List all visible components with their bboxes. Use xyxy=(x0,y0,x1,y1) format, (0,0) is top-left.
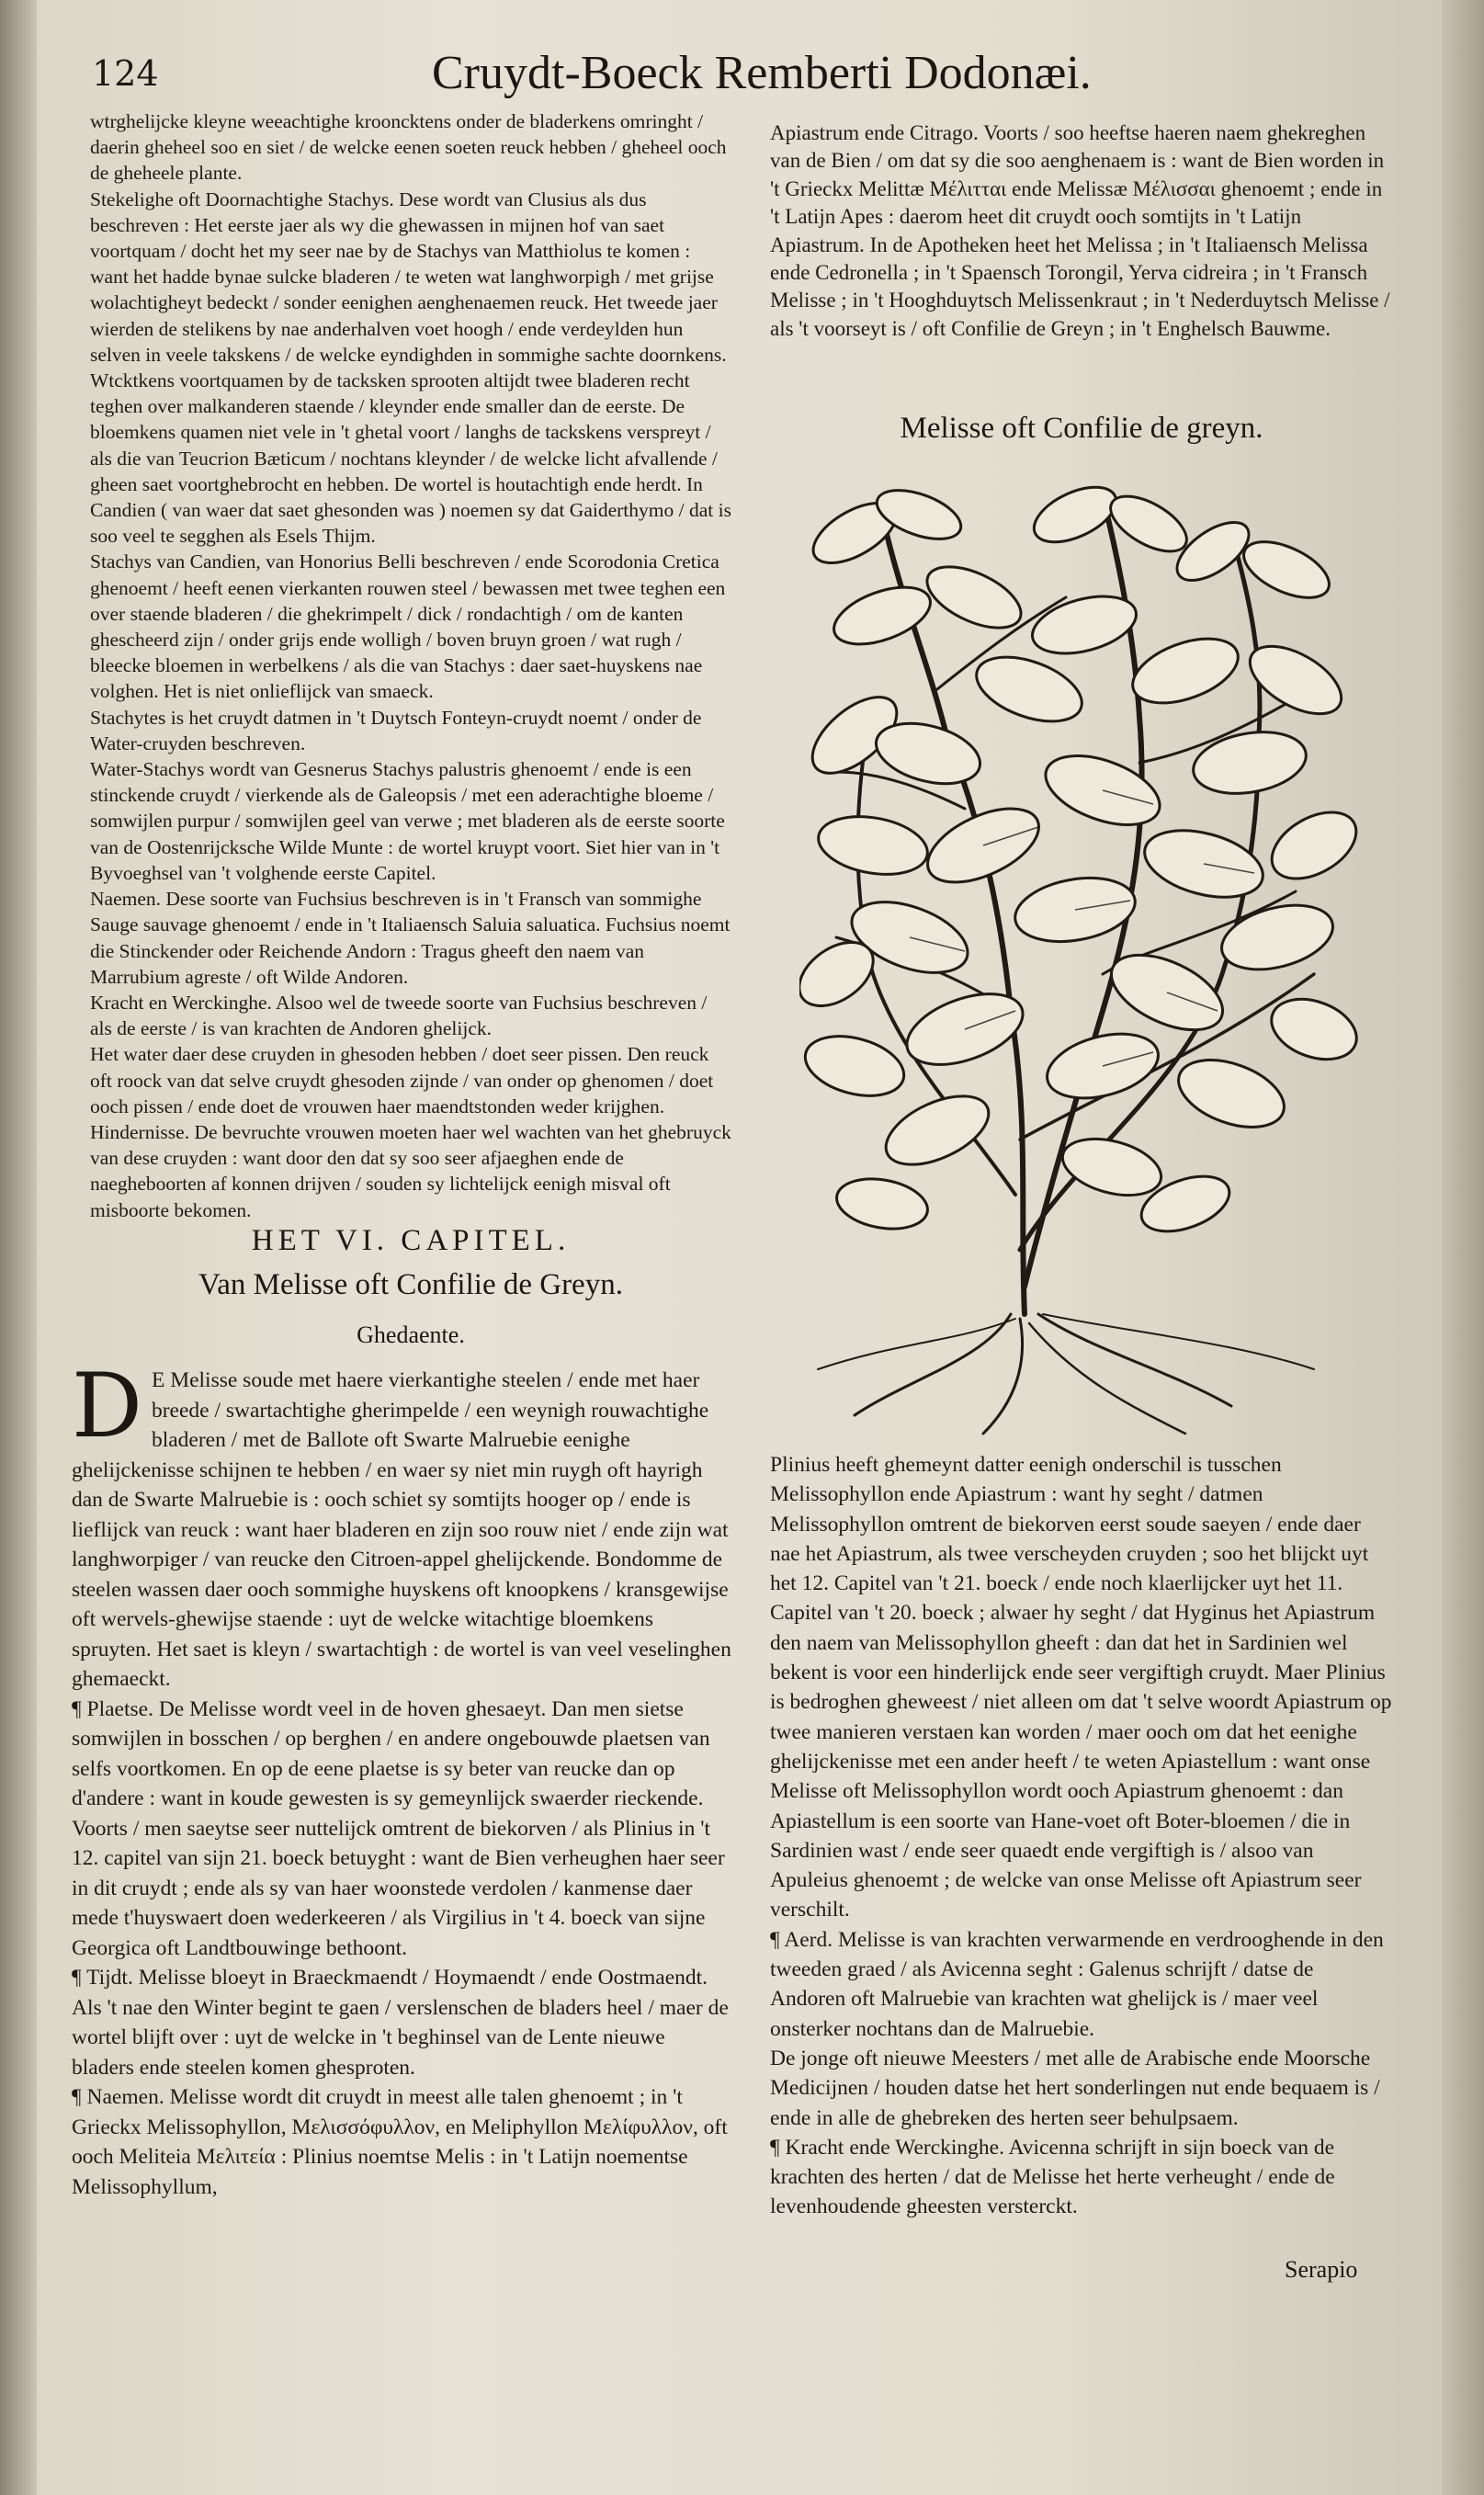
paragraph: ¶ Aerd. Melisse is van krachten verwarmende en verdrooghende in den tweeden graed / als Avicenna seght : Galenus schrijft / datse de Andoren oft Malruebie van krachten wat ghelijck is / maer veel onsterker nochtans dan de Malruebie. xyxy=(770,1927,1384,2041)
paragraph: Plinius heeft ghemeynt datter eenigh onderschil is tusschen Melissophyllon ende Apiastrum : want hy seght / datmen Melissophyllon omtrent de biekorven eerst soude saeyen / ende daer nae het Apiastrum, als twee verscheyden cruyden ; soo het blijckt uyt het 12. Capitel van 't 21. boeck / ende noch klaerlijcker uyt het 11. Capitel van 't 20. boeck ; alwaer hy seght / dat Hyginus het Apiastrum den naem van Melissophyllon gheeft : dan dat het in Sardinien wel bekent is voor een hinderlijck ende seer vergiftigh cruydt. Maer Plinius is bedroghen gheweest / niet alleen om dat 't selve woordt Apiastrum op twee manieren verstaen kan worden / maer ooch om dat het eenighe ghelijckenisse met een ander heeft / te weten Apiastellum : want onse Melisse oft Melissophyllon wordt ooch Apiastrum ghenoemt : dan Apiastellum is een soorte van Hane-voet oft Boter-bloemen / die in Sardinien wast / ende seer quaedt ende vergiftigh is / alsoo van Apuleius ghenoemt ; de welcke van onse Melisse oft Apiastrum seer verschilt. xyxy=(770,1453,1392,1922)
leaf xyxy=(876,1082,999,1178)
paragraph: ¶ Tijdt. Melisse bloeyt in Braeckmaendt / Hoymaendt / ende Oostmaendt. Als 't nae den Winter begint te gaen / verslenschen de bladers heel / maer de wortel blijft over : uyt de welcke in 't beghinsel van de Lente nieuwe bladers ende steelen komen ghesproten. xyxy=(72,1966,729,2080)
page-number: 124 xyxy=(92,53,159,94)
paragraph: Apiastrum ende Citrago. Voorts / soo heeftse haeren naem ghekreghen van de Bien / om dat sy die soo aenghenaem is : want de Bien worden in 't Grieckx Melittæ Μέλιτται ende Melissæ Μέλισσαι ghenoemt ; ende in 't Latijn Apes : daerom heet dit cruydt ooch somtijts in 't Latijn Apiastrum. In de Apotheken heet het Melissa ; in 't Italiaensch Melissa ende Cedronella ; in 't Spaensch Torongil, Yerva cidreira ; in 't Fransch Melisse ; in 't Hooghduytsch Melissenkraut ; in 't Nederduytsch Melisse / als 't voorseyt is / oft Confilie de Greyn ; in 't Enghelsch Bauwme. xyxy=(770,121,1390,340)
leaf xyxy=(1025,476,1124,553)
figure-caption: Melisse oft Confilie de greyn. xyxy=(900,412,1263,445)
leaf xyxy=(918,554,1030,641)
leaf xyxy=(1057,1129,1168,1206)
book-spine-shadow xyxy=(0,0,37,2495)
page-edge-shadow xyxy=(1442,0,1484,2495)
leaf xyxy=(1124,626,1246,715)
leaf xyxy=(814,809,933,882)
leaf xyxy=(1188,724,1310,802)
paragraph-text: E Melisse soude met haere vierkantighe steelen / ende met haer breede / swartachtighe gherimpelde / een weynigh rouwachtighe bladeren / met de Ballote oft Swarte Malruebie eenighe ghelijckenisse schijnen te hebben / en waer sy niet min ruygh oft hayrigh dan de Swarte Malruebie is : ooch schiet sy somtijts hooger op / ende is lieflijck van reuck : want haer bladeren en zijn soo rouw niet / ende zijn wat langhworpiger / van reucke den Citroen-appel ghelijckende. Bondomme de steelen wassen daer ooch sommighe huyskens oft knoopkens / kransgewijse oft wervels-ghewijse staende : uyt de welcke witachtige bloemkens spruyten. Het saet is kleyn / swartachtigh : de wortel is van veel veselinghen ghemaeckt. xyxy=(72,1368,731,1691)
root xyxy=(1038,1314,1231,1406)
paragraph: wtrghelijcke kleyne weeachtighe krooncktens onder de bladerkens omringht / daerin gheheel soo en siet / de welcke eenen soeten reuck hebben / gheheel ooch de gheheele plante. xyxy=(90,110,727,185)
melissa-plant-woodcut xyxy=(799,459,1369,1443)
paragraph: Water-Stachys wordt van Gesnerus Stachys palustris ghenoemt / ende is een stinckende cruydt / vierkende als de Galeopsis / met een aderachtighe bloeme / somwijlen purpur / somwijlen geel van verwe ; met bladeren als de eerste soorte van de Oostenrijcksche Wilde Munte : de wortel kruypt voort. Siet hier van in 't Byvoeghsel van 't volghende eerste Capitel. xyxy=(90,758,725,884)
leaf xyxy=(799,1026,911,1106)
paragraph: ¶ Plaetse. De Melisse wordt veel in de hoven ghesaeyt. Dan men sietse somwijlen in bosschen / op berghen / en andere ongebouwde plaetsen van selfs voortkomen. En op de eene plaetse is sy beter van reucke dan op d'andere : want in koude gewesten is sy gemeynlijck swaerder rieckende. Voorts / men saeytse seer nuttelijck omtrent de biekorven / als Plinius in 't 12. capitel van sijn 21. boeck betuyght : want de Bien verheughen haer seer in dit cruydt ; ende als sy van haer woonstede verdolen / kanmense daer mede t'huyswaert doen wederkeeren / als Virgilius in 't 4. boeck van sijne Georgica oft Landtbouwinge bethoont. xyxy=(72,1696,725,1960)
chapter-number: HET VI. CAPITEL. xyxy=(251,1224,571,1257)
left-column-text xyxy=(90,108,731,1223)
root xyxy=(1029,1323,1185,1434)
chapter-title: Van Melisse oft Confilie de Greyn. xyxy=(198,1268,623,1301)
paragraph: De jonge oft nieuwe Meesters / met alle de Arabische ende Moorsche Medicijnen / houden datse het hert sonderlingen nut ende bequaem is / ende in alle de ghebreken des herten seer behulpsaem. xyxy=(770,2046,1380,2130)
root xyxy=(1043,1314,1314,1369)
first-paragraph xyxy=(72,1355,731,1695)
paragraph: Hindernisse. De bevruchte vrouwen moeten haer wel wachten van het ghebruyck van dese cruyden : want door den dat sy soo seer afjaeghen ende de naegheboorten af konnen drijven / souden sy lichtelijck eenigh misval oft misboorte bekomen. xyxy=(90,1120,731,1221)
root xyxy=(983,1319,1023,1434)
leaf xyxy=(1170,1047,1294,1140)
drop-cap: D xyxy=(72,1355,142,1457)
paragraph: Kracht en Werckinghe. Alsoo wel de tweede soorte van Fuchsius beschreven / als de eerste / is van krachten de Andoren ghelijck. xyxy=(90,991,708,1040)
paragraph: Het water daer dese cruyden in ghesoden hebben / doet seer pissen. Den reuck oft roock van dat selve cruydt ghesoden zijnde / van onder op ghenomen / doet ooch pissen / ende doet de vrouwen haer maendtstonden weder krijghen. xyxy=(90,1043,714,1117)
paragraph: Stachys van Candien, van Honorius Belli beschreven / ende Scorodonia Cretica ghenoemt / heeft eenen vierkanten rouwen steel / bewassen met twee teghen een over staende bladeren / die ghekrimpelt / dick / rondachtigh / om de kanten ghescheerd zijn / onder grijs ende wolligh / boven bruyn groen / wat rugh / bleecke bloemen in werbelkens / als die van Stachys : daer saet-huyskens nae volghen. Het is niet onlieflijck van smaeck. xyxy=(90,550,726,703)
paragraph: ¶ Kracht ende Werckinghe. Avicenna schrijft in sijn boeck van de krachten des herten / dat de Melisse het herte verheught / ende de levenhoudende gheesten versterckt. xyxy=(770,2135,1335,2219)
leaf xyxy=(1261,799,1368,892)
chapter-body-text xyxy=(72,1355,731,2202)
leaf xyxy=(833,1173,932,1236)
leaf xyxy=(1236,530,1338,609)
right-column-bottom-text xyxy=(770,1450,1393,2222)
root xyxy=(855,1314,1011,1415)
root xyxy=(818,1319,1015,1369)
paragraph: ¶ Naemen. Melisse wordt dit cruydt in meest alle talen ghenoemt ; in 't Grieckx Melissophyllon, Μελισσόφυλλον, en Meliphyllon Μελίφυλλον, oft ooch Meliteia Μελιτεία : Plinius noemtse Melis : in 't Latijn noementse Melissophyllum, xyxy=(72,2085,728,2199)
running-head: Cruydt-Boeck Remberti Dodonæi. xyxy=(432,47,1092,99)
paragraph: Stekelighe oft Doornachtighe Stachys. Dese wordt van Clusius als dus beschreven : Het eerste jaer als wy die ghewassen in mijnen hof van saet voortquam / docht het my seer nae by de Stachys van Matthiolus te komen : want het hadde bynae sulcke bladeren / te weten wat langhworpigh / met grijse wolachtigheyt bedeckt / sonder eenighen aenghenaemen reuck. Het tweede jaer wierden de stelikens by nae anderhalven voet hoogh / ende verdeylden hun selven in veele takskens / de welcke eyndighden in sommighe sachte doornkens. Wtcktkens voortquamen by de tacksken sprooten altijdt twee bladeren recht teghen over malkanderen staende / kleynder ende smaller dan de eerste. De bloemkens quamen niet vele in 't ghetal voort / langhs de tackskens verspreyt / als die van Teucrion Bæticum / nochtans kleynder / de welcke licht afvallende / gheen saet voortghebrocht en hebben. De wortel is houtachtigh ende herdt. In Candien ( van waer dat saet ghesonden was ) noemen sy dat Gaiderthymo / dat is soo veel te segghen als Esels Thijm. xyxy=(90,187,731,548)
leaf xyxy=(1215,894,1340,981)
catchword: Serapio xyxy=(1285,2256,1358,2283)
paragraph: Stachytes is het cruydt datmen in 't Duytsch Fonteyn-cruydt noemt / onder de Water-cruyden beschreven. xyxy=(90,706,702,754)
leaf xyxy=(968,644,1090,733)
paragraph: Naemen. Dese soorte van Fuchsius beschreven is in 't Fransch van sommighe Sauge sauvage ghenoemt / ende in 't Italiaensch Saluia saluatica. Fuchsius noemt die Stinckender oder Reichende Andorn : Tragus gheeft den naem van Marrubium agreste / oft Wilde Andoren. xyxy=(90,888,731,988)
right-column-top-text xyxy=(770,119,1393,343)
section-heading: Ghedaente. xyxy=(357,1321,465,1348)
